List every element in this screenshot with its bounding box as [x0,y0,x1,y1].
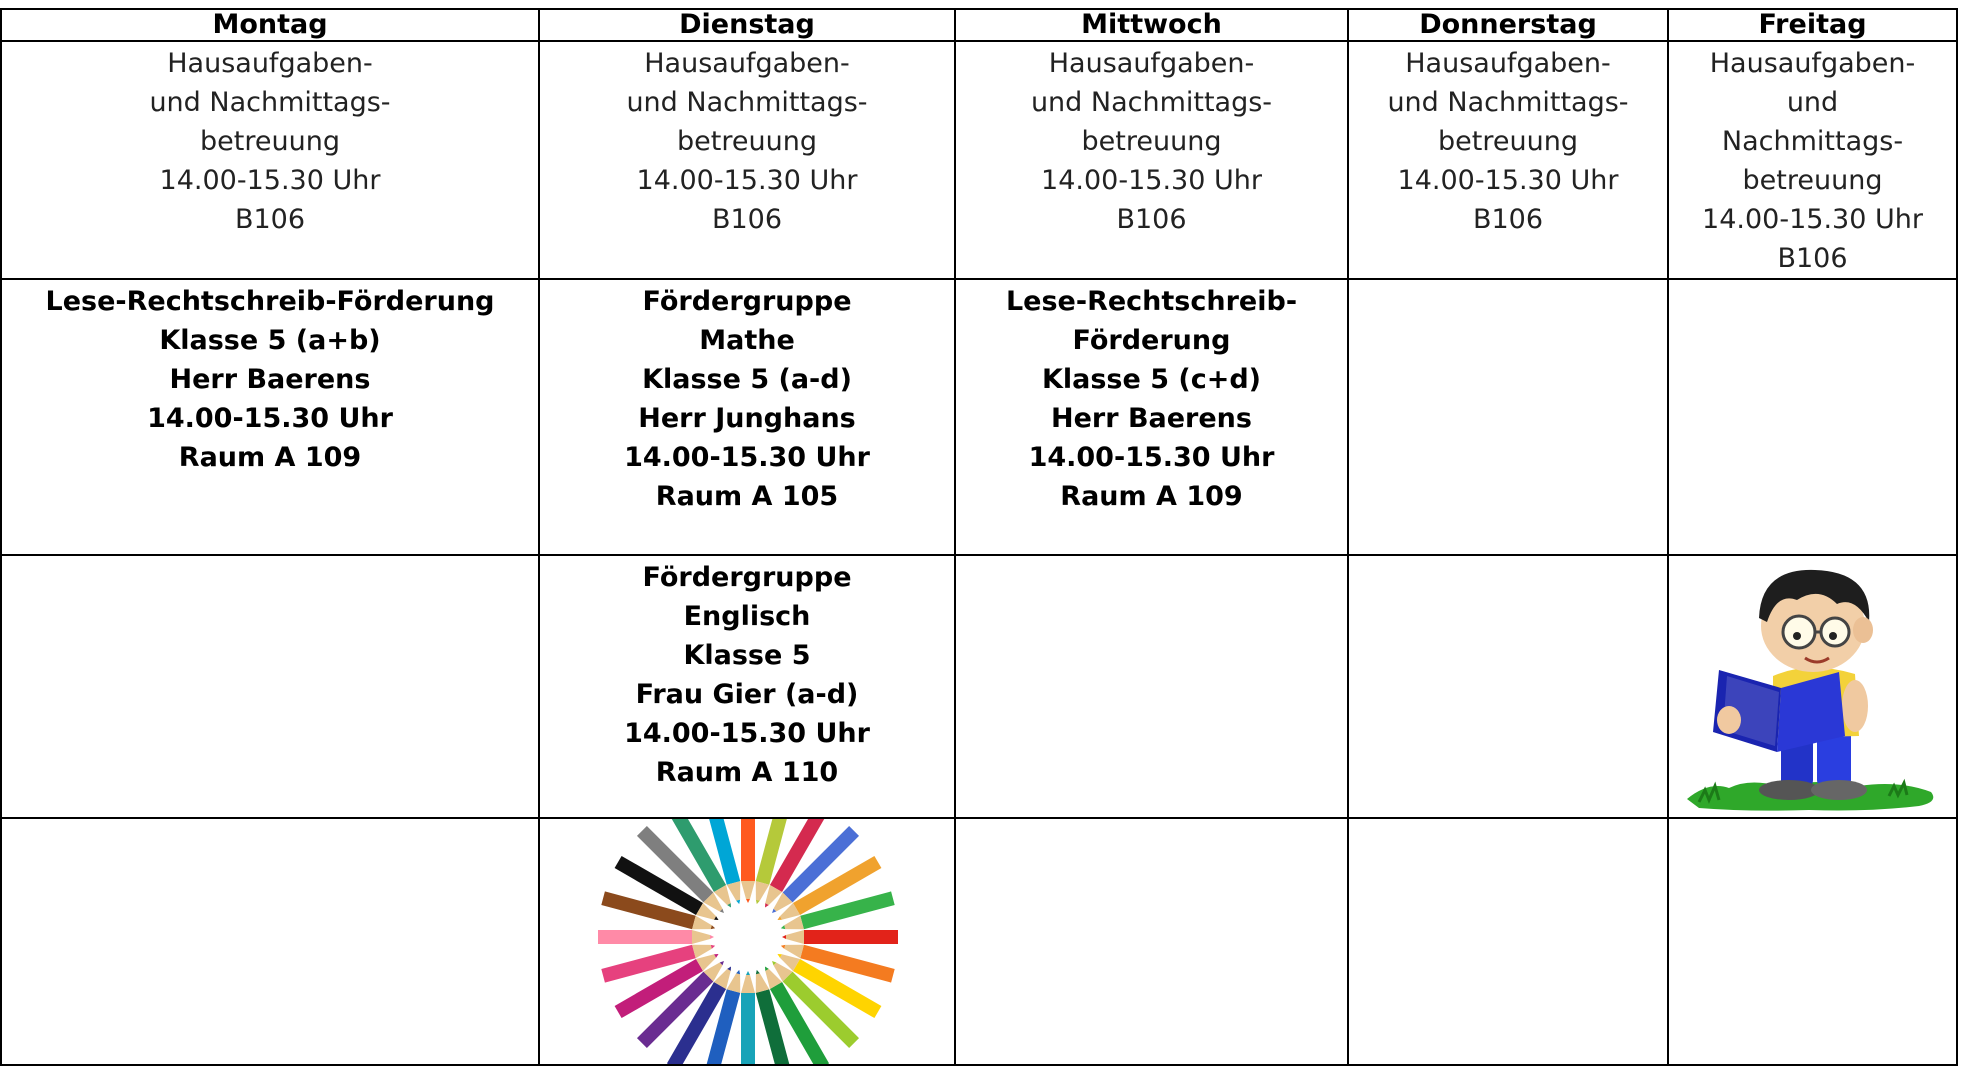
cell-thu-homework [1348,41,1668,279]
cell-line: 14.00-15.30 Uhr [159,165,381,196]
cell-line: 14.00-15.30 Uhr [1028,442,1275,473]
cell-mon-empty [1,555,539,818]
cell-line: betreuung [1742,165,1883,196]
cell-line: Frau Gier (a-d) [635,679,859,710]
support-row [1,279,1957,555]
cell-line: und Nachmittags- [149,87,391,118]
cell-line: 14.00-15.30 Uhr [1397,165,1619,196]
cell-line: Mathe [699,325,795,356]
cell-wed-homework [955,41,1348,279]
homework-row [1,41,1957,279]
cell-wed-empty [955,555,1348,818]
cell-line: Klasse 5 [683,640,811,671]
cell-line: Fördergruppe [642,562,852,593]
cell-line: Hausaufgaben- [1709,48,1916,79]
cell-line: 14.00-15.30 Uhr [624,718,870,749]
cell-line: Förderung [1072,325,1231,356]
cell-fri-support [1668,279,1957,555]
day-header-mittwoch: Mittwoch [955,9,1348,41]
cell-line: 14.00-15.30 Uhr [1041,165,1262,196]
cell-line: Herr Junghans [638,403,856,434]
pencil [782,930,898,944]
image-row [1,818,1957,1065]
cell-mon-support [1,279,539,555]
day-header-montag: Montag [1,9,539,41]
cell-fri-homework [1668,41,1957,279]
cell-thu-empty-2 [1348,818,1668,1065]
cell-thu-empty [1348,555,1668,818]
pencil [741,971,755,1064]
cell-thu-support [1348,279,1668,555]
cell-line: betreuung [1081,126,1222,157]
cell-line: Lese-Rechtschreib-Förderung [45,286,495,317]
cell-fri-empty-2 [1668,818,1957,1065]
cell-tue-homework [539,41,955,279]
cell-line: Nachmittags- [1721,126,1904,157]
cell-line: und [1786,87,1839,118]
cell-line: Raum A 110 [655,757,839,788]
header-row [1,9,1957,41]
cell-line: 14.00-15.30 Uhr [147,403,393,434]
cell-line: Herr Baerens [169,364,371,395]
cell-fri-boy [1668,555,1957,818]
day-header-donnerstag: Donnerstag [1348,9,1668,41]
cell-line: Fördergruppe [642,286,852,317]
cell-line: B106 [1116,204,1187,235]
cell-line: Herr Baerens [1051,403,1252,434]
cell-line: Englisch [683,601,811,632]
cell-line: 14.00-15.30 Uhr [1702,204,1923,235]
cell-line: Raum A 105 [655,481,839,512]
cell-line: betreuung [200,126,340,157]
english-row [1,555,1957,818]
cell-line: Klasse 5 (a-d) [642,364,852,395]
cell-line: Lese-Rechtschreib- [1005,286,1298,317]
cell-line: B106 [1777,243,1848,274]
cell-line: Klasse 5 (a+b) [159,325,381,356]
colored-pencils-circle [540,819,954,1064]
cell-wed-support [955,279,1348,555]
cell-line: Klasse 5 (c+d) [1041,364,1262,395]
pencil [598,930,714,944]
cell-line: 14.00-15.30 Uhr [624,442,870,473]
cell-line: Raum A 109 [1060,481,1243,512]
day-header-freitag: Freitag [1668,9,1957,41]
cell-line: und Nachmittags- [1387,87,1629,118]
cell-line: betreuung [677,126,817,157]
cell-line: Hausaufgaben- [167,48,373,79]
cell-line: Hausaufgaben- [1405,48,1611,79]
cell-mon-empty-2 [1,818,539,1065]
cell-line: und Nachmittags- [626,87,868,118]
cell-line: B106 [234,204,306,235]
pencil [741,819,755,903]
cell-line: B106 [711,204,783,235]
cell-mon-homework [1,41,539,279]
cell-line: B106 [1472,204,1544,235]
cell-line: und Nachmittags- [1030,87,1273,118]
cell-line: 14.00-15.30 Uhr [636,165,858,196]
cell-tue-pencils [539,818,955,1065]
cell-wed-empty-2 [955,818,1348,1065]
cell-tue-support [539,279,955,555]
reading-boy-illustration [1669,556,1956,817]
cell-line: Hausaufgaben- [644,48,850,79]
schedule-table [0,8,1958,1066]
cell-tue-english [539,555,955,818]
cell-line: Hausaufgaben- [1048,48,1255,79]
cell-line: Raum A 109 [178,442,362,473]
day-header-dienstag: Dienstag [539,9,955,41]
cell-line: betreuung [1438,126,1578,157]
